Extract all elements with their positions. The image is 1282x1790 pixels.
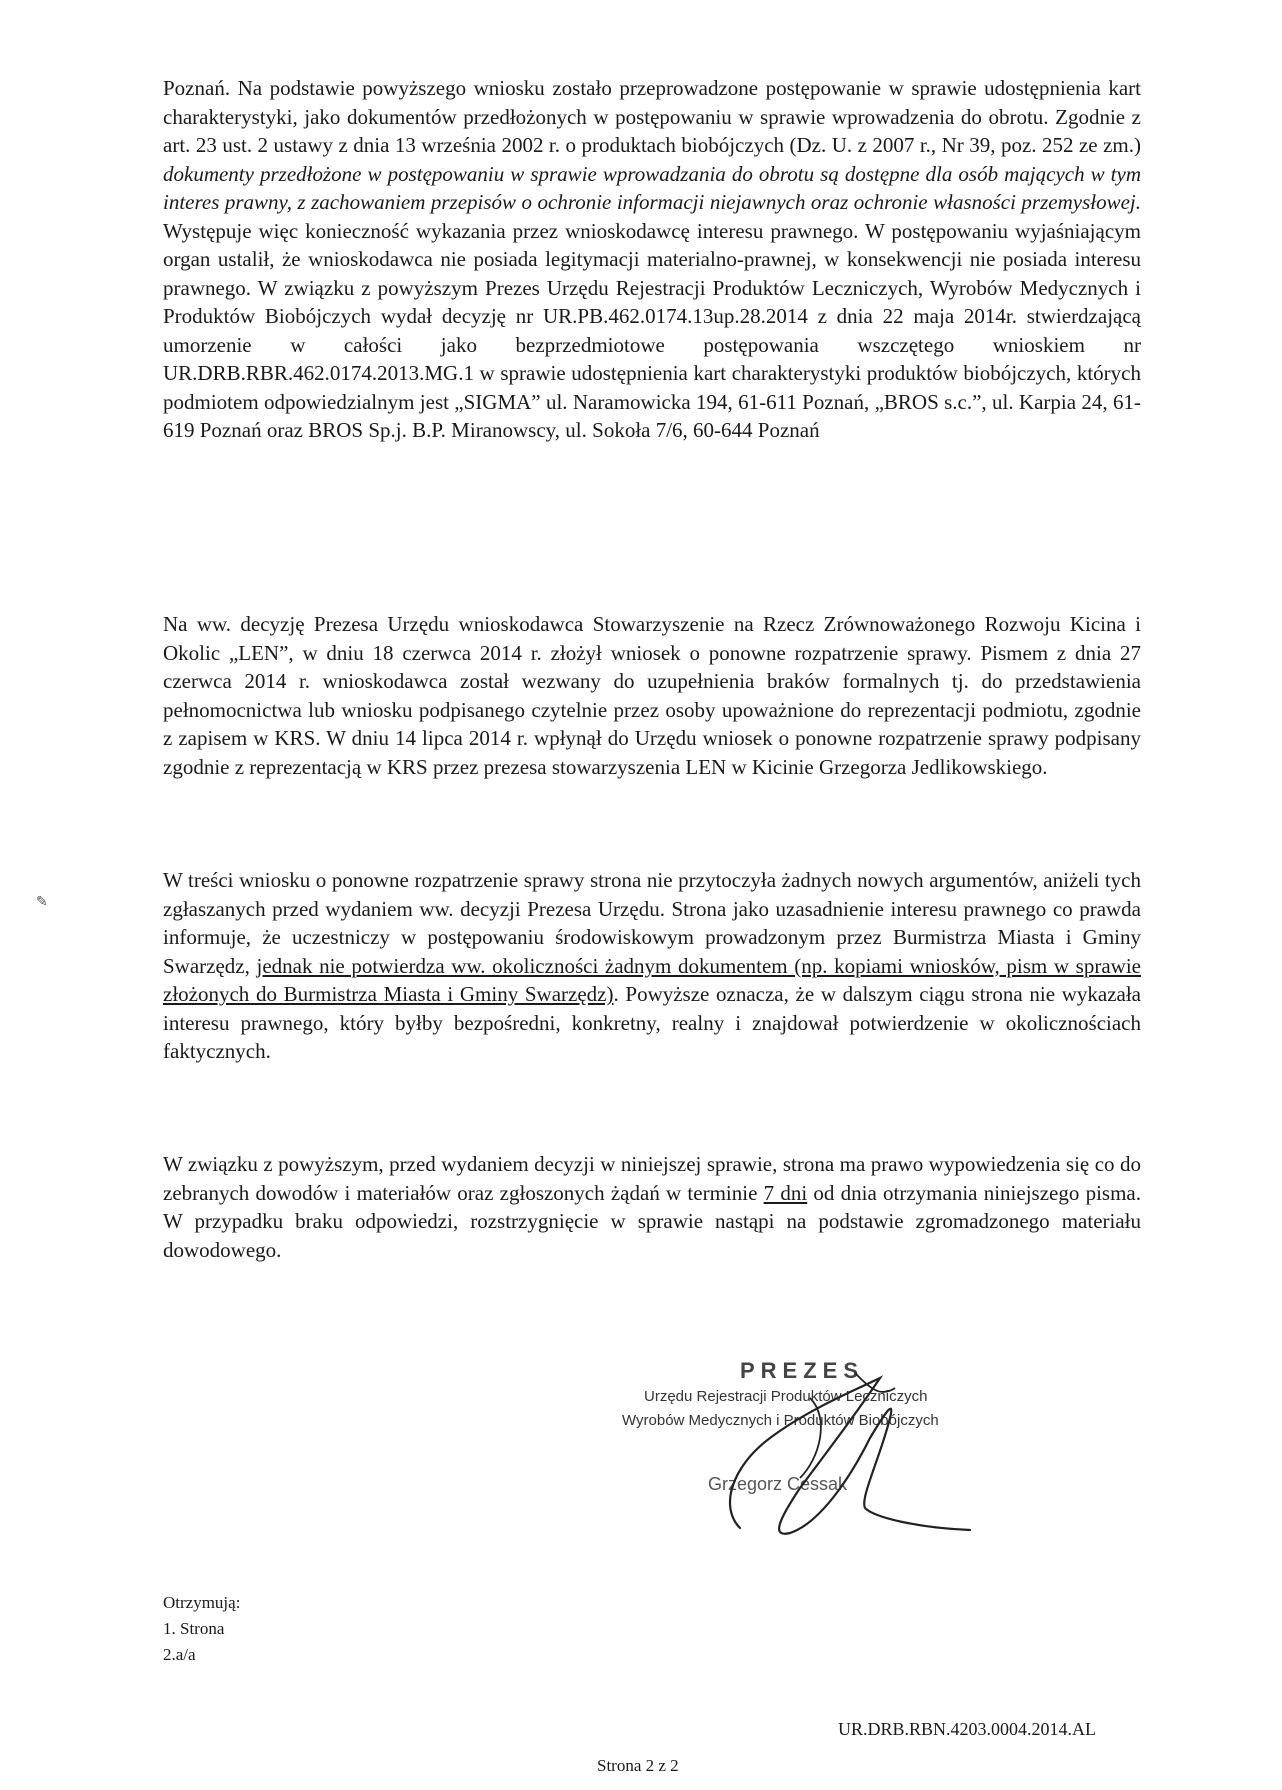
stamp-institution-line1: Urzędu Rejestracji Produktów Leczniczych xyxy=(644,1388,928,1405)
recipients-heading: Otrzymują: xyxy=(163,1593,241,1612)
paragraph xyxy=(163,74,1141,445)
signature-block xyxy=(620,1358,1020,1548)
paragraph-text xyxy=(163,1150,1141,1264)
text-segment: od dnia otrzymania niniejszego pisma. W przypadku braku odpowiedzi, rozstrzygnięcie w sprawie nastąpi na podstawie zgromadzonego materiału dowodowego. xyxy=(163,1180,1141,1262)
handwritten-signature-icon xyxy=(680,1358,1000,1548)
text-segment: W treści wniosku o ponowne rozpatrzenie sprawy strona nie przytoczyła żadnych nowych argumentów, aniżeli tych zgłaszanych przed wydaniem ww. decyzji Prezesa Urzędu. Strona jako uzasadnienie interesu prawnego co prawda informuje, że uczestniczy w postępowaniu środowiskowym prowadzonym przez Burmistrza Miasta i Gminy Swarzędz, xyxy=(163,868,1141,978)
text-segment: . Powyższe oznacza, że w dalszym ciągu strona nie wykazała interesu prawnego, który byłby bezpośredni, konkretny, realny i znajdował potwierdzenie w okolicznościach faktycznych. xyxy=(163,982,1141,1063)
text-segment: Występuje więc konieczność wykazania przez wnioskodawcę interesu prawnego. W postępowaniu wyjaśniającym organ ustalił, że wnioskodawca nie posiada legitymacji materialno-prawnej, w konsekwencji nie posiada interesu prawnego. W związku z powyższym Prezes Urzędu Rejestracji Produktów Leczniczych, Wyrobów Medycznych i Produktów Biobójczych wydał decyzję nr UR.PB.462.0174.13up.28.2014 z dnia 22 maja 2014r. stwierdzającą umorzenie w całości jako bezprzedmiotowe postępowania wszczętego wnioskiem nr UR.DRB.RBR.462.0174.2013.MG.1 w sprawie udostępnienia kart charakterystyki produktów biobójczych, których podmiotem odpowiedzialnym jest „SIGMA” ul. Naramowicka 194, 61-611 Poznań, „BROS s.c.”, ul. Karpia 24, 61-619 Poznań oraz BROS Sp.j. B.P. Miranowscy, ul. Sokoła 7/6, 60-644 Poznań xyxy=(163,218,1141,442)
paragraph-text xyxy=(163,610,1141,781)
page-number: Strona 2 z 2 xyxy=(597,1756,679,1775)
paragraph xyxy=(163,610,1141,781)
recipient-item: 2.a/a xyxy=(163,1645,196,1664)
recipients-list xyxy=(163,1590,240,1668)
paragraph xyxy=(163,866,1141,1066)
paragraph-text xyxy=(163,74,1141,445)
stamp-signatory-name: Grzegorz Cessak xyxy=(708,1474,848,1494)
paragraph xyxy=(163,1150,1141,1264)
text-segment: jednak nie potwierdza ww. okoliczności żadnym dokumentem (np. kopiami wniosków, pism w sprawie złożonych do Burmistrza Miasta i Gminy Swarzędz) xyxy=(163,953,1141,1006)
stamp-institution-line2: Wyrobów Medycznych i Produktów Biobójczych xyxy=(622,1412,939,1429)
stamp-title: PREZES xyxy=(740,1358,865,1383)
document-reference: UR.DRB.RBN.4203.0004.2014.AL xyxy=(838,1719,1097,1739)
text-segment: Na ww. decyzję Prezesa Urzędu wnioskodawca Stowarzyszenie na Rzecz Zrównoważonego Rozwoju Kicina i Okolic „LEN”, w dniu 18 czerwca 2014 r. złożył wniosek o ponowne rozpatrzenie sprawy. Pismem z dnia 27 czerwca 2014 r. wnioskodawca został wezwany do uzupełnienia braków formalnych tj. do przedstawienia pełnomocnictwa lub wniosku podpisanego czytelnie przez osoby upoważnione do reprezentacji podmiotu, zgodnie z zapisem w KRS. W dniu 14 lipca 2014 r. wpłynął do Urzędu wniosek o ponowne rozpatrzenie sprawy podpisany zgodnie z reprezentacją w KRS przez prezesa stowarzyszenia LEN w Kicinie Grzegorza Jedlikowskiego. xyxy=(163,612,1141,779)
text-segment: Poznań. Na podstawie powyższego wniosku zostało przeprowadzone postępowanie w sprawie udostępnienia kart charakterystyki, jako dokumentów przedłożonych w postępowaniu w sprawie wprowadzenia do obrotu. Zgodnie z art. 23 ust. 2 ustawy z dnia 13 września 2002 r. o produktach biobójczych (Dz. U. z 2007 r., Nr 39, poz. 252 ze zm.) xyxy=(163,76,1141,157)
stray-mark-icon: ✎ xyxy=(36,895,48,910)
text-segment: 7 dni xyxy=(763,1180,808,1205)
paragraph-text xyxy=(163,866,1141,1066)
text-segment: dokumenty przedłożone w postępowaniu w sprawie wprowadzania do obrotu są dostępne dla osób mających w tym interes prawny, z zachowaniem przepisów o ochronie informacji niejawnych oraz ochronie własności przemysłowej. xyxy=(163,161,1141,214)
text-segment: W związku z powyższym, przed wydaniem decyzji w niniejszej sprawie, strona ma prawo wypowiedzenia się co do zebranych dowodów i materiałów oraz zgłoszonych żądań w terminie xyxy=(163,1152,1141,1205)
recipient-item: 1. Strona xyxy=(163,1619,225,1638)
